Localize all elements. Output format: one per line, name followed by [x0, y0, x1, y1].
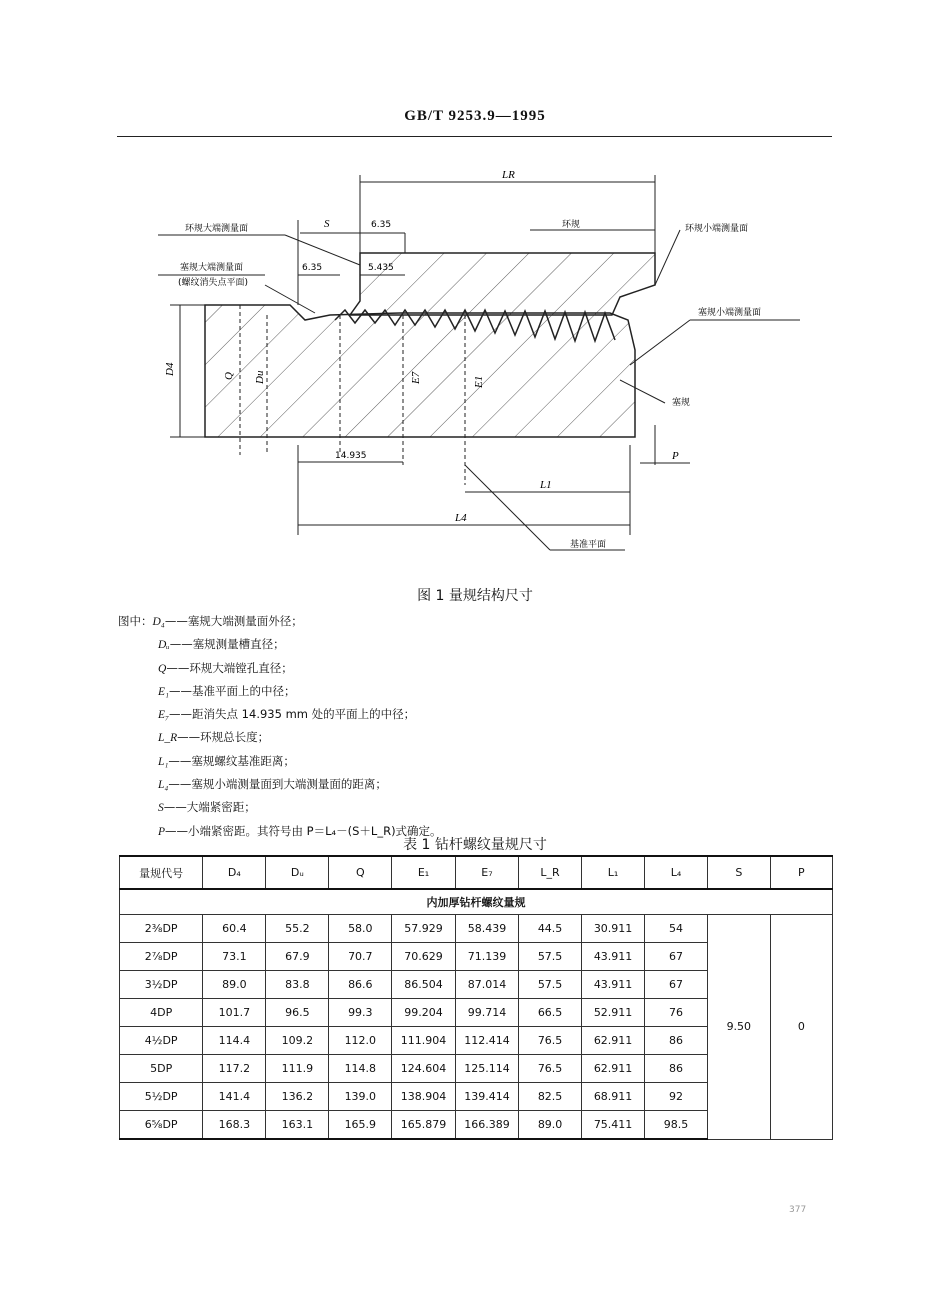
dim-Q: Q — [223, 372, 235, 380]
cell: 99.3 — [329, 999, 392, 1027]
table-caption: 表 1 钻杆螺纹量规尺寸 — [403, 837, 547, 853]
dim-P: P — [672, 450, 679, 462]
cell: 83.8 — [266, 971, 329, 999]
cell-P: 0 — [770, 915, 832, 1140]
col-header: L₄ — [645, 856, 708, 889]
cell: 58.0 — [329, 915, 392, 943]
legend-symbol: L₄ — [158, 779, 169, 792]
dim-Du: Du — [254, 370, 266, 384]
cell: 67 — [645, 943, 708, 971]
cell: 57.5 — [519, 971, 582, 999]
cell: 5DP — [120, 1055, 203, 1083]
cell: 2⅞DP — [120, 943, 203, 971]
cell: 67 — [645, 971, 708, 999]
figure-legend — [118, 610, 442, 843]
col-header: L₁ — [581, 856, 644, 889]
cell: 76 — [645, 999, 708, 1027]
table-subheader: 内加厚钻杆螺纹量规 — [120, 889, 833, 915]
cell: 86 — [645, 1055, 708, 1083]
dim-D4: D4 — [164, 362, 176, 376]
legend-symbol: S — [158, 802, 164, 815]
cell: 114.8 — [329, 1055, 392, 1083]
legend-desc: ——环规大端镗孔直径； — [166, 660, 293, 675]
col-header: 量规代号 — [120, 856, 203, 889]
cell: 86 — [645, 1027, 708, 1055]
dim-6-35a: 6.35 — [371, 220, 392, 230]
cell: 124.604 — [392, 1055, 455, 1083]
cell: 99.204 — [392, 999, 455, 1027]
label-plug: 塞规 — [672, 398, 691, 408]
table-subheader-row — [120, 889, 833, 915]
plug-gauge-body — [205, 305, 635, 437]
cell-S: 9.50 — [707, 915, 770, 1140]
label-ring-small-face: 环规小端测量面 — [685, 224, 749, 234]
cell: 43.911 — [581, 971, 644, 999]
cell: 168.3 — [203, 1111, 266, 1140]
legend-symbol: P — [158, 825, 166, 838]
legend-item — [118, 726, 442, 749]
cell: 57.929 — [392, 915, 455, 943]
cell: 87.014 — [455, 971, 518, 999]
cell: 76.5 — [519, 1027, 582, 1055]
legend-item — [118, 633, 442, 656]
legend-desc: ——大端紧密距； — [163, 800, 256, 815]
col-header: L_R — [519, 856, 582, 889]
cell: 82.5 — [519, 1083, 582, 1111]
dim-E1: E1 — [473, 375, 485, 388]
figure-caption: 图 1 量规结构尺寸 — [417, 588, 533, 604]
dim-14-935: 14.935 — [335, 451, 367, 461]
col-header: Dᵤ — [266, 856, 329, 889]
cell: 54 — [645, 915, 708, 943]
cell: 98.5 — [645, 1111, 708, 1140]
col-header: P — [770, 856, 832, 889]
cell: 4DP — [120, 999, 203, 1027]
cell: 3½DP — [120, 971, 203, 999]
dim-E7: E7 — [410, 371, 422, 384]
cell: 62.911 — [581, 1055, 644, 1083]
cell: 114.4 — [203, 1027, 266, 1055]
cell: 165.9 — [329, 1111, 392, 1140]
col-header: Q — [329, 856, 392, 889]
label-ring: 环规 — [562, 220, 581, 230]
document-code: GB/T 9253.9—1995 — [404, 108, 546, 124]
legend-desc: ——距消失点 14.935 mm 处的平面上的中径； — [169, 707, 416, 722]
legend-item — [118, 796, 442, 819]
legend-item — [118, 680, 442, 703]
cell: 101.7 — [203, 999, 266, 1027]
cell: 111.9 — [266, 1055, 329, 1083]
cell: 52.911 — [581, 999, 644, 1027]
cell: 86.504 — [392, 971, 455, 999]
legend-item — [118, 773, 442, 796]
col-header: E₁ — [392, 856, 455, 889]
cell: 44.5 — [519, 915, 582, 943]
cell: 112.414 — [455, 1027, 518, 1055]
cell: 5½DP — [120, 1083, 203, 1111]
cell: 4½DP — [120, 1027, 203, 1055]
cell: 136.2 — [266, 1083, 329, 1111]
cell: 75.411 — [581, 1111, 644, 1140]
cell: 68.911 — [581, 1083, 644, 1111]
legend-symbol: D₄ — [152, 616, 165, 628]
dim-L1: L1 — [540, 479, 552, 491]
gauge-dimension-table — [119, 855, 833, 1140]
cell: 67.9 — [266, 943, 329, 971]
cell: 6⅝DP — [120, 1111, 203, 1140]
cell: 30.911 — [581, 915, 644, 943]
legend-item — [118, 657, 442, 680]
table-row — [120, 915, 833, 943]
cell: 165.879 — [392, 1111, 455, 1140]
cell: 111.904 — [392, 1027, 455, 1055]
cell: 125.114 — [455, 1055, 518, 1083]
legend-intro: 图中： — [118, 614, 153, 628]
cell: 43.911 — [581, 943, 644, 971]
cell: 55.2 — [266, 915, 329, 943]
legend-item — [118, 750, 442, 773]
cell: 2⅜DP — [120, 915, 203, 943]
legend-symbol: L_R — [158, 732, 178, 745]
cell: 62.911 — [581, 1027, 644, 1055]
dim-L4: L4 — [455, 512, 467, 524]
dim-LR: LR — [502, 169, 515, 181]
cell: 60.4 — [203, 915, 266, 943]
label-plug-big-face: 塞规大端测量面 — [180, 263, 244, 273]
cell: 73.1 — [203, 943, 266, 971]
legend-desc: ——基准平面上的中径； — [169, 683, 296, 698]
cell: 58.439 — [455, 915, 518, 943]
cell: 71.139 — [455, 943, 518, 971]
cell: 76.5 — [519, 1055, 582, 1083]
legend-symbol: L₁ — [158, 755, 169, 768]
cell: 66.5 — [519, 999, 582, 1027]
legend-item — [118, 703, 442, 726]
legend-symbol: E₁ — [158, 685, 170, 698]
cell: 109.2 — [266, 1027, 329, 1055]
gauge-structure-figure — [150, 165, 762, 565]
cell: 92 — [645, 1083, 708, 1111]
dim-6-35b: 6.35 — [302, 263, 323, 273]
cell: 89.0 — [203, 971, 266, 999]
dim-5-435: 5.435 — [368, 263, 394, 273]
cell: 112.0 — [329, 1027, 392, 1055]
cell: 166.389 — [455, 1111, 518, 1140]
cell: 117.2 — [203, 1055, 266, 1083]
page-number: 377 — [789, 1205, 807, 1215]
legend-desc: ——塞规小端测量面到大端测量面的距离； — [168, 777, 387, 792]
col-header: S — [707, 856, 770, 889]
table-header-row — [120, 856, 833, 889]
label-plug-small-face: 塞规小端测量面 — [698, 308, 762, 318]
dim-S: S — [324, 218, 330, 230]
cell: 70.629 — [392, 943, 455, 971]
cell: 138.904 — [392, 1083, 455, 1111]
cell: 99.714 — [455, 999, 518, 1027]
cell: 96.5 — [266, 999, 329, 1027]
col-header: E₇ — [455, 856, 518, 889]
legend-item — [118, 610, 442, 633]
cell: 70.7 — [329, 943, 392, 971]
legend-desc: ——环规总长度； — [177, 730, 270, 745]
legend-symbol: Q — [158, 662, 167, 675]
col-header: D₄ — [203, 856, 266, 889]
cell: 89.0 — [519, 1111, 582, 1140]
legend-symbol: E₇ — [158, 709, 170, 722]
cell: 141.4 — [203, 1083, 266, 1111]
legend-desc: ——小端紧密距。其符号由 P＝L₄－(S＋L_R)式确定。 — [165, 823, 442, 838]
cell: 139.0 — [329, 1083, 392, 1111]
label-vanish-plane: (螺纹消失点平面) — [178, 278, 249, 288]
legend-symbol: Dᵤ — [158, 639, 170, 652]
header-rule — [117, 136, 832, 137]
cell: 57.5 — [519, 943, 582, 971]
ring-gauge-body — [350, 253, 655, 315]
label-ring-big-face: 环规大端测量面 — [185, 224, 249, 234]
legend-desc: ——塞规大端测量面外径； — [164, 614, 303, 628]
cell: 86.6 — [329, 971, 392, 999]
legend-desc: ——塞规测量槽直径； — [169, 637, 285, 652]
label-base-plane: 基准平面 — [570, 540, 607, 550]
cell: 139.414 — [455, 1083, 518, 1111]
cell: 163.1 — [266, 1111, 329, 1140]
legend-desc: ——塞规螺纹基准距离； — [168, 753, 295, 768]
